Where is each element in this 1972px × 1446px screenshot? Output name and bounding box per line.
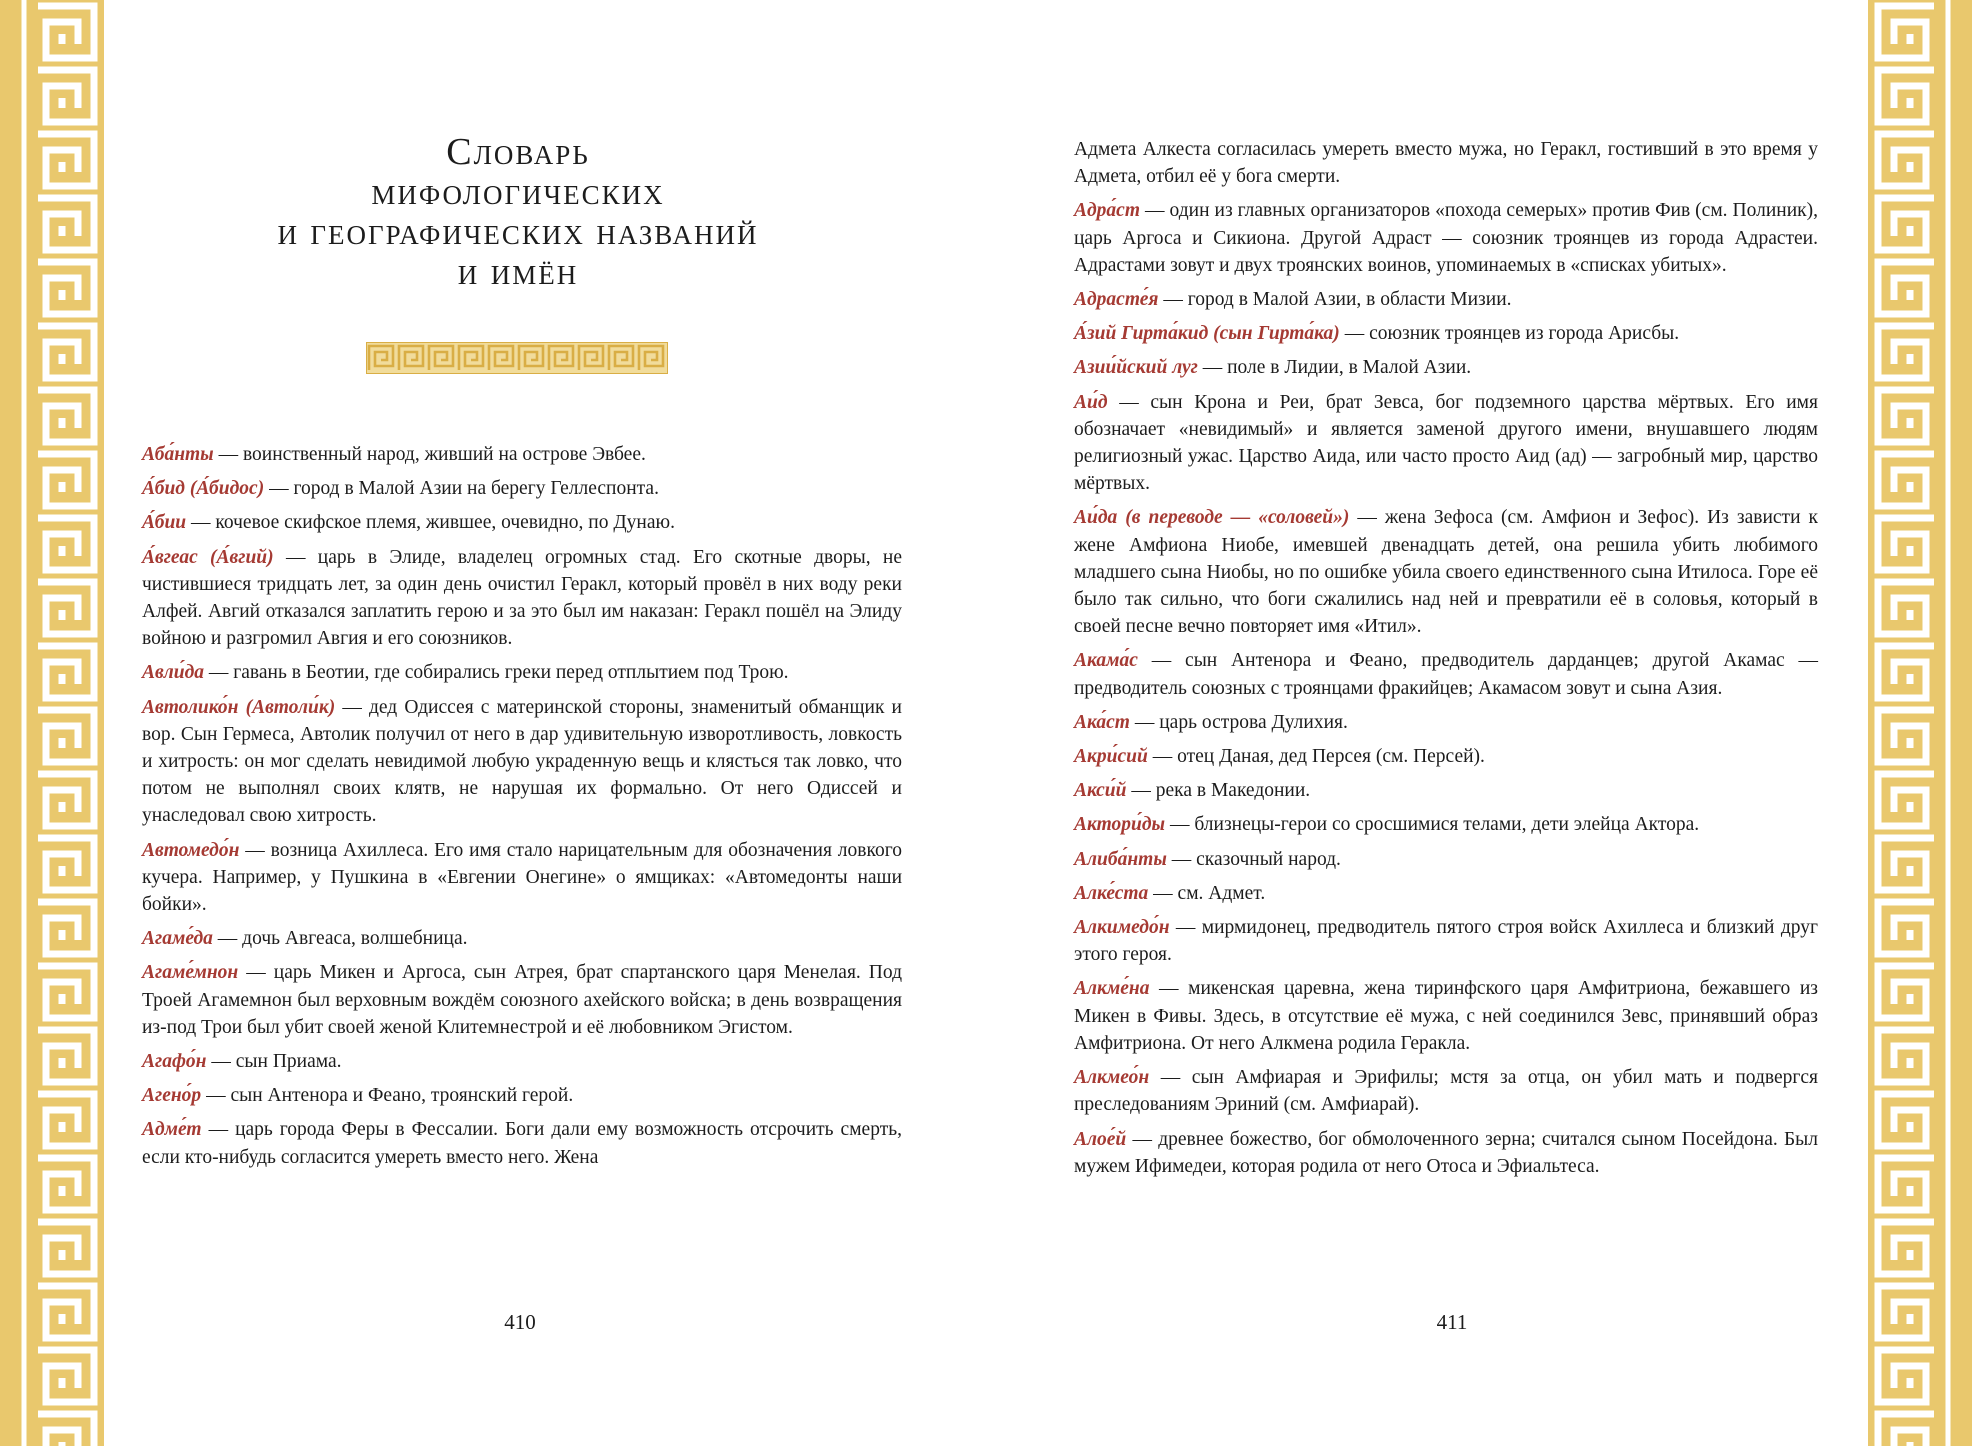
entry-term: Адрасте́я [1074, 289, 1159, 311]
left-meander-border [0, 0, 104, 1446]
dictionary-entry [142, 1082, 902, 1109]
entry-definition: — сын Амфиарая и Эрифилы; мстя за отца, он убил мать и подвергся преследованиям Эриний (см. Амфиарай). [1074, 1067, 1818, 1116]
title-line: и географических названий [277, 211, 759, 253]
entry-definition: — сын Приама. [206, 1051, 342, 1073]
entry-definition: — сын Антенора и Феано, предводитель дарданцев; другой Акамас — предводитель союзных с троянцами фракийцев; Акамасом зовут и сына Азия. [1074, 650, 1818, 699]
entry-definition: — дочь Авгеаса, волшебница. [212, 928, 468, 950]
entry-term: Алое́й [1074, 1128, 1127, 1150]
entry-term: Алке́ста [1074, 882, 1149, 904]
dictionary-entry [1074, 709, 1818, 736]
dictionary-entry [1074, 647, 1818, 701]
entry-term: А́бии [142, 512, 187, 534]
entry-definition: — союзник троянцев из города Арисбы. [1339, 323, 1680, 345]
entry-definition: — жена Зефоса (см. Амфион и Зефос). Из зависти к жене Амфиона Ниобе, имевшей двенадцать детей, она решила убить любимого младшего сына Ниобы, но по ошибке убила своего единственного сына Итилоса. Горе её было так сильно, что боги сжалились над ней и превратили её в соловья, который в своей песне вечно повторяет имя «Итил». [1074, 507, 1818, 638]
entry-term: Ака́ст [1074, 711, 1130, 733]
page-title [104, 132, 932, 292]
entry-term: Автомедо́н [142, 839, 240, 861]
entry-definition: — река в Македонии. [1126, 780, 1311, 802]
entry-term: А́зий Гирта́кид (сын Гирта́ка) [1074, 323, 1340, 345]
dictionary-entry [142, 475, 902, 502]
dictionary-entry [142, 925, 902, 952]
entry-definition: — царь острова Дулихия. [1129, 711, 1348, 733]
entry-term: Акама́с [1074, 650, 1138, 672]
entry-definition: — близнецы-герои со сросшимися телами, дети элейца Актора. [1165, 814, 1700, 836]
dictionary-entry [1074, 975, 1818, 1057]
entry-term: Агаме́мнон [142, 962, 239, 984]
meander-border-pattern [0, 0, 104, 1446]
dictionary-entry [1074, 1126, 1818, 1180]
entry-term: Аи́д [1074, 391, 1108, 413]
title-line: и имён [457, 251, 579, 293]
page-number: 411 [1436, 1310, 1468, 1334]
entry-term: А́вгеас (А́вгий) [142, 546, 274, 568]
dictionary-entry [142, 509, 902, 536]
dictionary-entry [1074, 743, 1818, 770]
entry-term: Акси́й [1074, 780, 1127, 802]
dictionary-entry [142, 837, 902, 919]
dictionary-entry [1074, 197, 1818, 279]
dictionary-entry [142, 694, 902, 830]
title-line: мифологических [371, 171, 665, 213]
entry-term: Агафо́н [142, 1051, 207, 1073]
entry-definition: Адмета Алкеста согласилась умереть вместо мужа, но Геракл, гостивший в это время у Адмета, отбил её у бога смерти. [1074, 139, 1818, 188]
dictionary-entry [1074, 777, 1818, 804]
entry-term: Агаме́да [142, 928, 213, 950]
dictionary-entry [1074, 320, 1818, 347]
entry-term: Акри́сий [1074, 746, 1148, 768]
entry-definition: — царь в Элиде, владелец огромных стад. Его скотные дворы, не чистившиеся тридцать лет, за один день очистил Геракл, который провёл в них воду реки Алфей. Авгий отказался заплатить герою и за это был им наказан: Геракл пошёл на Элиду войною и разгромил Авгия и его союзников. [142, 546, 902, 650]
entry-term: Адме́т [142, 1119, 202, 1141]
entry-definition: — возница Ахиллеса. Его имя стало нарицательным для обозначения ловкого кучера. Например, у Пушкина в «Евгении Онегине» о ямщиках: «Автомедонты наши бойки». [142, 839, 902, 916]
entry-term: Аба́нты [142, 444, 214, 465]
dictionary-entry [142, 441, 902, 468]
entry-term: Адра́ст [1074, 200, 1141, 222]
dictionary-entry [142, 659, 902, 686]
entry-term: Агено́р [142, 1085, 202, 1107]
entry-definition: — город в Малой Азии, в области Мизии. [1158, 289, 1512, 311]
entry-term: Авли́да [142, 662, 204, 684]
entry-term: Автолико́н (Автоли́к) [142, 696, 336, 718]
dictionary-entry [1074, 846, 1818, 873]
entry-definition: — мирмидонец, предводитель пятого строя войск Ахиллеса и близкий друг этого героя. [1074, 917, 1818, 966]
dictionary-entry [1074, 136, 1818, 190]
entry-term: Аи́да (в переводе — «соловей») [1074, 507, 1350, 529]
dictionary-entry [142, 544, 902, 653]
meander-border-pattern [1868, 0, 1972, 1446]
entry-term: Алкмео́н [1074, 1067, 1150, 1089]
meander-ornament [366, 342, 668, 374]
entry-term: Алиба́нты [1074, 848, 1167, 870]
entry-definition: — гавань в Беотии, где собирались греки перед отплытием под Трою. [204, 662, 789, 684]
dictionary-entry [1074, 286, 1818, 313]
page-number: 410 [504, 1310, 536, 1334]
entry-term: А́бид (А́бидос) [142, 478, 265, 500]
entry-definition: — древнее божество, бог обмолоченного зерна; считался сыном Посейдона. Был мужем Ифимедеи, которая родила от него Отоса и Эфиальтеса. [1074, 1128, 1818, 1177]
title-line: Словарь [446, 131, 590, 173]
entry-definition: — сын Антенора и Феано, троянский герой. [201, 1085, 574, 1107]
dictionary-entry [1074, 914, 1818, 968]
right-page [986, 0, 1868, 1446]
entry-definition: — сын Крона и Реи, брат Зевса, бог подземного царства мёртвых. Его имя обозначает «невидимый» и является заменой другого имени, внушавшего людям религиозный ужас. Царство Аида, или часто просто Аид (ад) — загробный мир, царство мёртвых. [1074, 391, 1818, 495]
entry-definition: — царь Микен и Аргоса, сын Атрея, брат спартанского царя Менелая. Под Троей Агамемнон был верховным вождём союзного ахейского войска; в день возвращения из-под Трои был убит своей женой Клитемнестрой и её любовником Эгистом. [142, 962, 902, 1038]
dictionary-entry [142, 959, 902, 1041]
entry-term: Актори́ды [1074, 814, 1166, 836]
right-meander-border [1868, 0, 1972, 1446]
dictionary-entry [1074, 389, 1818, 498]
dictionary-entry [1074, 504, 1818, 640]
dictionary-entry [142, 1116, 902, 1170]
entry-definition: — см. Адмет. [1148, 882, 1266, 904]
entry-term: Азии́йский луг [1074, 357, 1198, 379]
entry-term: Алкимедо́н [1074, 917, 1170, 939]
entry-definition: — царь города Феры в Фессалии. Боги дали ему возможность отсрочить смерть, если кто-нибудь согласится умереть вместо него. Жена [142, 1119, 902, 1168]
entry-definition: — один из главных организаторов «похода семерых» против Фив (см. Полиник), царь Аргоса и Сикиона. Другой Адраст — союзник троянцев из города Адрастеи. Адрастами зовут и двух троянских воинов, упоминаемых в «списках убитых». [1074, 200, 1818, 276]
dictionary-entry [1074, 880, 1818, 907]
entry-definition: — поле в Лидии, в Малой Азии. [1197, 357, 1472, 379]
dictionary-entry [1074, 354, 1818, 381]
left-page [104, 0, 986, 1446]
dictionary-entry [1074, 1064, 1818, 1118]
entry-definition: — сказочный народ. [1166, 848, 1341, 870]
entry-definition: — отец Даная, дед Персея (см. Персей). [1147, 746, 1485, 768]
dictionary-entries-right [1074, 136, 1818, 1187]
dictionary-entries-left [142, 441, 902, 1178]
dictionary-entry [1074, 811, 1818, 838]
dictionary-entry [142, 1048, 902, 1075]
entry-definition: — микенская царевна, жена тиринфского царя Амфитриона, бежавшего из Микен в Фивы. Здесь, в отсутствие её мужа, с ней соединился Зевс, принявший образ Амфитриона. От него Алкмена родила Геракла. [1074, 978, 1818, 1054]
entry-definition: — дед Одиссея с материнской стороны, знаменитый обманщик и вор. Сын Гермеса, Автолик получил от него в дар удивительную изворотливость, ловкость и хитрость: он мог сделать невидимой любую украденную вещь и клясться так ловко, что потом не выполнял своих клятв, не нарушая их формально. От него Одиссей и унаследовал свою хитрость. [142, 696, 902, 827]
entry-definition: — кочевое скифское племя, жившее, очевидно, по Дунаю. [186, 512, 675, 534]
entry-term: Алкме́на [1074, 978, 1150, 1000]
entry-definition: — воинственный народ, живший на острове Эвбее. [213, 444, 646, 465]
entry-definition: — город в Малой Азии на берегу Геллеспонта. [264, 478, 659, 500]
